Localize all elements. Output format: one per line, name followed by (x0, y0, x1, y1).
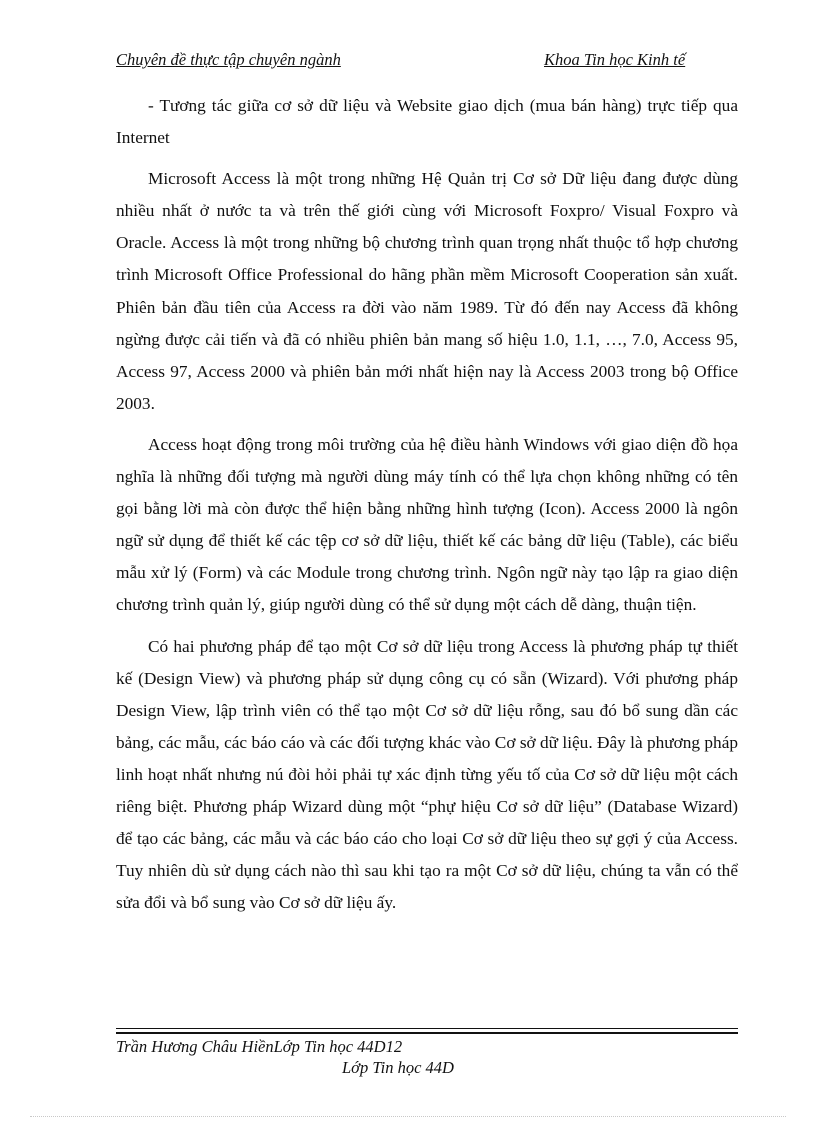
footer-rule-thin (116, 1028, 738, 1029)
footer-line-1 (116, 1036, 402, 1058)
document-body (116, 90, 738, 928)
header-topic: Chuyên đề thực tập chuyên ngành (116, 50, 341, 69)
paragraph: Access hoạt động trong môi trường của hệ điều hành Windows với giao diện đồ họa nghĩa là những đối tượng mà người dùng máy tính có thể lựa chọn không những có tên gọi bằng lời mà còn được thể hiện bằng những hình tượng (Icon). Access 2000 là ngôn ngữ sử dụng để thiết kế các tệp cơ sở dữ liệu, thiết kế các bảng dữ liệu (Table), các biểu mẫu xử lý (Form) và các Module trong chương trình. Ngôn ngữ này tạo lập ra giao diện chương trình quản lý, giúp người dùng có thể sử dụng một cách dễ dàng, thuận tiện. (116, 434, 738, 615)
page-header (116, 50, 736, 72)
footer-rule-thick (116, 1032, 738, 1034)
footer-class: Lớp Tin học 44D (273, 1037, 386, 1056)
page-number: 12 (385, 1037, 403, 1056)
header-department: Khoa Tin học Kinh tế (544, 50, 686, 69)
page-bottom-border (30, 1116, 786, 1117)
footer-author: Trần Hương Châu Hiền (116, 1037, 274, 1056)
paragraph: Microsoft Access là một trong những Hệ Quản trị Cơ sở Dữ liệu đang được dùng nhiều nhất ở nước ta và trên thế giới cùng với Microsoft Foxpro/ Visual Foxpro và Oracle. Access là một trong những bộ chương trình quan trọng nhất thuộc tổ hợp chương trình Microsoft Office Professional do hãng phần mềm Microsoft Cooperation sản xuất. Phiên bản đầu tiên của Access ra đời vào năm 1989. Từ đó đến nay Access đã không ngừng được cải tiến và đã có nhiều phiên bản mang số hiệu 1.0, 1.1, …, 7.0, Access 95, Access 97, Access 2000 và phiên bản mới nhất hiện nay là Access 2003 trong bộ Office 2003. (116, 169, 738, 413)
footer-class-line: Lớp Tin học 44D (342, 1058, 454, 1077)
paragraph-bullet: - Tương tác giữa cơ sở dữ liệu và Website giao dịch (mua bán hàng) trực tiếp qua Internet (116, 96, 738, 148)
paragraph: Có hai phương pháp để tạo một Cơ sở dữ liệu trong Access là phương pháp tự thiết kế (Design View) và phương pháp sử dụng công cụ có sẵn (Wizard). Với phương pháp Design View, lập trình viên có thể tạo một Cơ sở dữ liệu rỗng, sau đó bổ sung dần các bảng, các mẫu, các báo cáo và các đối tượng khác vào Cơ sở dữ liệu. Đây là phương pháp linh hoạt nhất nhưng nú đòi hỏi phải tự xác định từng yếu tố của Cơ sở dữ liệu một cách riêng biệt. Phương pháp Wizard dùng một “phự hiệu Cơ sở dữ liệu” (Database Wizard) để tạo các bảng, các mẫu và các báo cáo cho loại Cơ sở dữ liệu theo sự gợi ý của Access. Tuy nhiên dù sử dụng cách nào thì sau khi tạo ra một Cơ sở dữ liệu, chúng ta vẫn có thể sửa đổi và bổ sung vào Cơ sở dữ liệu ấy. (116, 636, 738, 913)
